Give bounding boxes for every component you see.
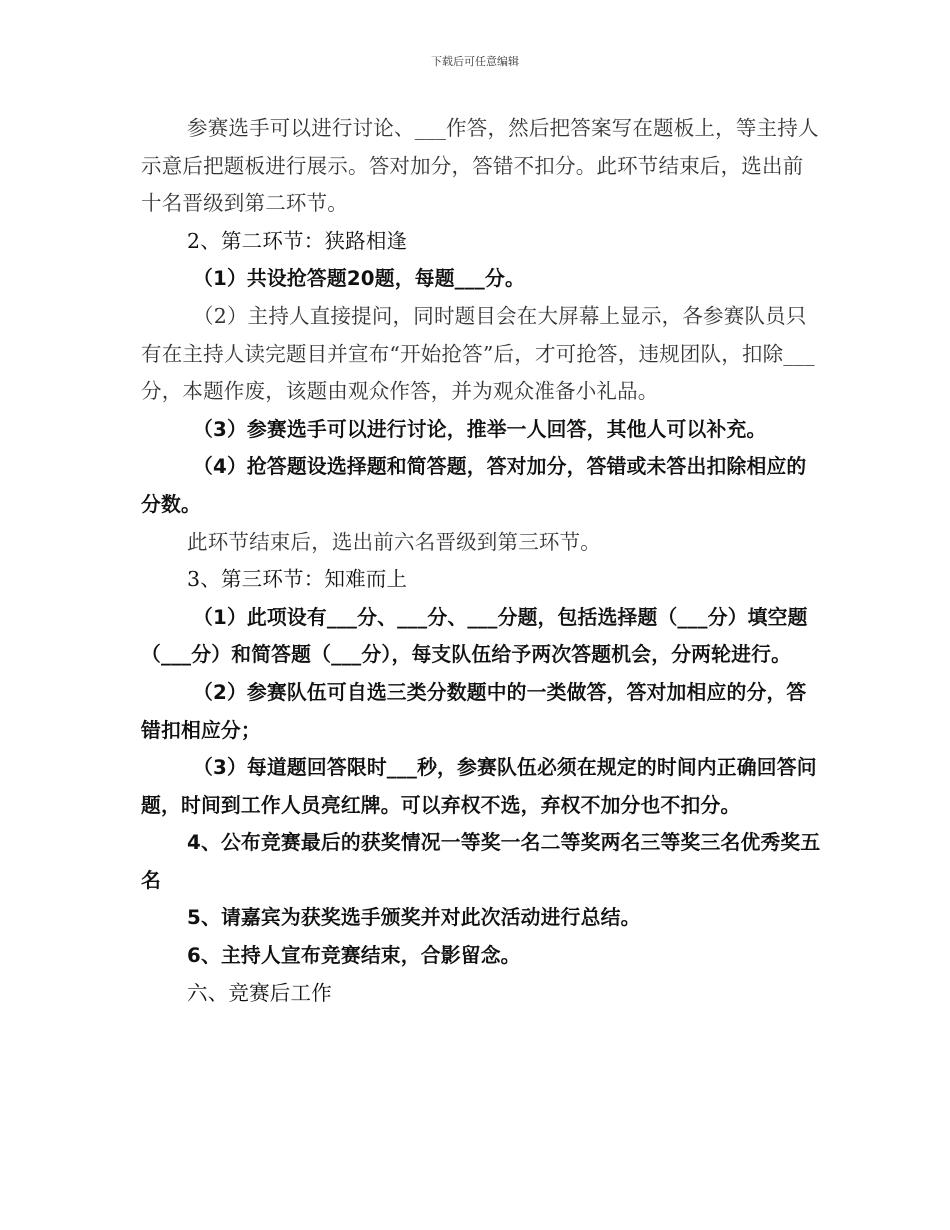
document-body [141, 110, 821, 1012]
paragraph-round3-item1: （1）此项设有___分、___分、___分题，包括选择题（___分）填空题（___分）和简答题（___分），每支队伍给予两次答题机会，分两轮进行。 [141, 605, 808, 667]
heading-section-six: 六、竞赛后工作 [187, 980, 332, 1005]
paragraph-round1-rules: 参赛选手可以进行讨论、___作答，然后把答案写在题板上，等主持人示意后把题板进行展示。答对加分，答错不扣分。此环节结束后，选出前十名晋级到第二环节。 [141, 116, 819, 216]
paragraph-round2-item4: （4）抢答题设选择题和简答题，答对加分，答错或未答出扣除相应的分数。 [141, 455, 807, 516]
paragraph-awards: 4、公布竞赛最后的获奖情况一等奖一名二等奖两名三等奖三名优秀奖五名 [141, 831, 821, 892]
paragraph-round3-item2: （2）参赛队伍可自选三类分数题中的一类做答，答对加相应的分，答错扣相应分； [141, 680, 807, 742]
paragraph-round2-summary: 此环节结束后，选出前六名晋级到第三环节。 [187, 529, 601, 554]
paragraph-award-ceremony: 5、请嘉宾为获奖选手颁奖并对此次活动进行总结。 [187, 906, 641, 930]
paragraph-round2-item3: （3）参赛选手可以进行讨论，推举一人回答，其他人可以补充。 [193, 417, 767, 441]
paragraph-round2-item2: （2）主持人直接提问，同时题目会在大屏幕上显示，各参赛队员只有在主持人读完题目并宣布“开始抢答”后，才可抢答，违规团队，扣除___分，本题作废，该题由观众作答，并为观众准备小礼品。 [141, 303, 815, 404]
heading-round3: 3、第三环节：知难而上 [187, 567, 408, 592]
paragraph-round3-item3: （3）每道题回答限时___秒，参赛队伍必须在规定的时间内正确回答问题，时间到工作人员亮红牌。可以弃权不选，弃权不加分也不扣分。 [141, 756, 817, 817]
paragraph-closing: 6、主持人宣布竞赛结束，合影留念。 [187, 944, 521, 968]
heading-round2: 2、第二环节：狭路相逢 [187, 228, 408, 253]
paragraph-round2-item1: （1）共设抢答题20题，每题___分。 [193, 267, 525, 291]
page-header: 下载后可任意编辑 [431, 55, 519, 68]
